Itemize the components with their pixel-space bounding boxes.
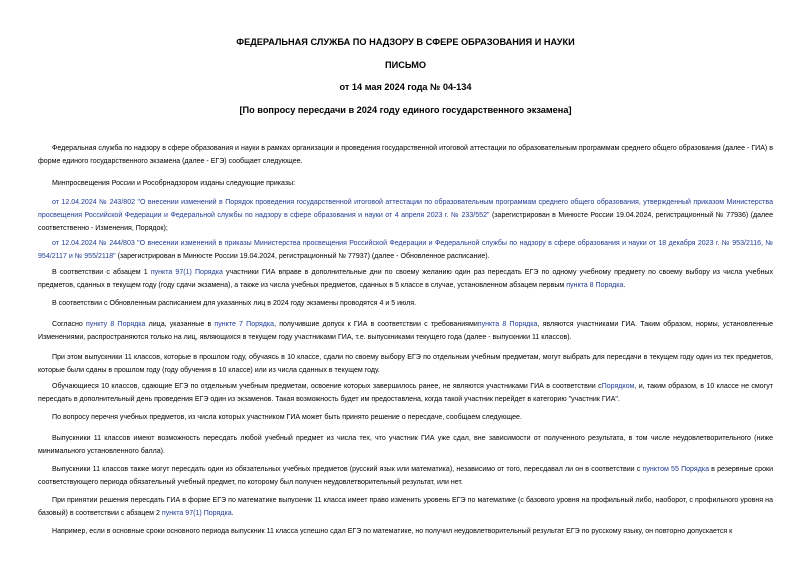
paragraph-text: Минпросвещения России и Рособрнадзором изданы следующие приказы: — [52, 180, 296, 187]
paragraph-grade-10-students — [38, 380, 773, 406]
link-punkt-7[interactable]: пункте 7 Порядка — [214, 321, 275, 328]
document-subject: [По вопросу пересдачи в 2024 году единого государственного экзамена] — [239, 105, 572, 115]
paragraph-text: Например, если в основные сроки основного периода выпускник 11 класса успешно сдал ЕГЭ по математике, но получил неудовлетворительный результат ЕГЭ по русскому языку, он повторно допускается к — [52, 528, 733, 535]
paragraph-text: , являются участниками ГИА. Таким образом, нормы, установленные Изменениями, распространяются только на лиц, являющихся в текущем году участниками ГИА, т.е. выпускниками текущего года (далее - выпускники 11 классов). — [38, 321, 773, 342]
paragraph-order-243 — [38, 196, 773, 236]
link-punkt-8[interactable]: пункту 8 Порядка — [85, 321, 146, 328]
paragraph-text: В соответствии с абзацем 1 — [52, 269, 151, 276]
paragraph-text: Выпускники 11 классов также могут пересдать один из обязательных учебных предметов (русский язык или математика), независимо от того, пересдавал ли он в соответствии с — [52, 466, 643, 473]
paragraph-retake-right — [38, 266, 773, 292]
document-date-number: от 14 мая 2024 года № 04-134 — [339, 82, 472, 92]
organization-title: ФЕДЕРАЛЬНАЯ СЛУЖБА ПО НАДЗОРУ В СФЕРЕ ОБРАЗОВАНИЯ И НАУКИ — [236, 37, 575, 47]
paragraph-intro — [38, 142, 773, 168]
paragraph-text: , получившие допуск к ГИА в соответствии с требованиями — [274, 321, 478, 328]
paragraph-text: По вопросу перечня учебных предметов, из числа которых участником ГИА может быть принято решение о пересдаче, сообщаем следующее. — [52, 414, 522, 421]
paragraph-subject-list — [38, 411, 773, 424]
link-punkt-97-1[interactable]: пункта 97(1) Порядка — [150, 269, 223, 276]
paragraph-text: , и, таким образом, в 10 классе не смогут пересдать в дополнительный день проведения ЕГЭ один из экзаменов. Такая возможность будет им предоставлена, когда такой участник перейдет в категорию "участник ГИА". — [38, 383, 773, 404]
paragraph-text: (зарегистрирован в Минюсте России 19.04.2024, регистрационный № 77937) (далее - Обновленное расписание). — [115, 253, 490, 261]
paragraph-text: . — [231, 510, 234, 518]
link-punkt-8[interactable]: пункта 8 Порядка — [566, 282, 624, 290]
paragraph-text: В соответствии с Обновленным расписанием для указанных лиц в 2024 году экзамены проводятся 4 и 5 июля. — [52, 300, 417, 307]
paragraph-text: Согласно — [52, 321, 86, 328]
paragraph-order-244 — [38, 237, 773, 263]
paragraph-grade-10-subjects — [38, 351, 773, 377]
link-poryadok[interactable]: Порядком — [601, 383, 635, 390]
order-243-link[interactable]: от 12.04.2024 № 243/802 "О внесении изменений в Порядок проведения государственной итоговой аттестации по образовательным программам среднего общего образования, утвержденный приказом Министерства просвещения Российской Федерации и Федеральной службы по надзору в сфере образования и науки от 4 апреля 2023 г. № 233/552" — [38, 199, 773, 220]
paragraph-exam-dates — [38, 297, 773, 310]
paragraph-mandatory-subjects — [38, 463, 773, 489]
document-type: ПИСЬМО — [384, 60, 427, 70]
paragraph-text: При этом выпускники 11 классов, которые в прошлом году, обучаясь в 10 классе, сдали по своему выбору ЕГЭ по отдельным учебным предметам, могут выбрать для пересдачи в текущем году один из тех предметов, которые были сданы в прошлом году (году обучения в 10 классе) или из числа сданных в текущем году. — [38, 354, 773, 375]
paragraph-text: Обучающиеся 10 классов, сдающие ЕГЭ по отдельным учебным предметам, освоение которых завершилось ранее, не являются участниками ГИА в соответствии с — [52, 383, 602, 390]
paragraph-text: . — [623, 282, 626, 290]
paragraph-math-level — [38, 494, 773, 520]
paragraph-example — [38, 525, 773, 538]
link-punkt-8[interactable]: пункта 8 Порядка — [477, 321, 538, 328]
link-punkt-55[interactable]: пунктом 55 Порядка — [642, 466, 709, 473]
paragraph-text: (зарегистрирован в Минюсте России 19.04.2024, регистрационный № 77936) (далее соответственно - Изменения, Порядок); — [38, 212, 773, 233]
paragraph-orders-intro — [38, 177, 773, 190]
paragraph-text: лица, указанные в — [145, 321, 215, 328]
paragraph-participants — [38, 318, 773, 344]
link-punkt-97-1[interactable]: пункта 97(1) Порядка — [161, 510, 232, 518]
paragraph-text: При принятии решения пересдать ГИА в форме ЕГЭ по математике выпускник 11 класса имеет право изменить уровень ЕГЭ по математике (с базового уровня на профильный либо, наоборот, с профильного уровня на базовый) в соответствии с абзацем 2 — [38, 497, 773, 518]
paragraph-text: участники ГИА вправе в дополнительные дни по своему желанию один раз пересдать ЕГЭ по одному учебному предмету по своему выбору из числа учебных предметов, сданных в текущем году (году сдачи экзамена), а также из числа учебных предметов, сданных в 5 классе в случае, установленном абзацем первым — [38, 269, 773, 290]
order-244-link[interactable]: от 12.04.2024 № 244/803 "О внесении изменений в приказы Министерства просвещения Российской Федерации и Федеральной службы по надзору в сфере образования и науки от 18 декабря 2023 г. № 953/2116, № 954/2117 и № 955/2118" — [38, 240, 773, 261]
paragraph-text: в резервные сроки соответствующего периода обязательный учебный предмет, по которому был получен неудовлетворительный результат, или нет. — [38, 466, 774, 487]
paragraph-text: Выпускники 11 классов имеют возможность пересдать любой учебный предмет из числа тех, что участник ГИА уже сдал, вне зависимости от полученного результата, в том числе неудовлетворительного (ниже минимального установленного балла). — [38, 435, 773, 456]
paragraph-text: Федеральная служба по надзору в сфере образования и науки в рамках организации и проведения государственной итоговой аттестации по образовательным программам среднего общего образования (далее - ГИА) в форме единого государственного экзамена (далее - ЕГЭ) сообщает следующее. — [38, 145, 773, 166]
paragraph-any-subject — [38, 432, 773, 458]
